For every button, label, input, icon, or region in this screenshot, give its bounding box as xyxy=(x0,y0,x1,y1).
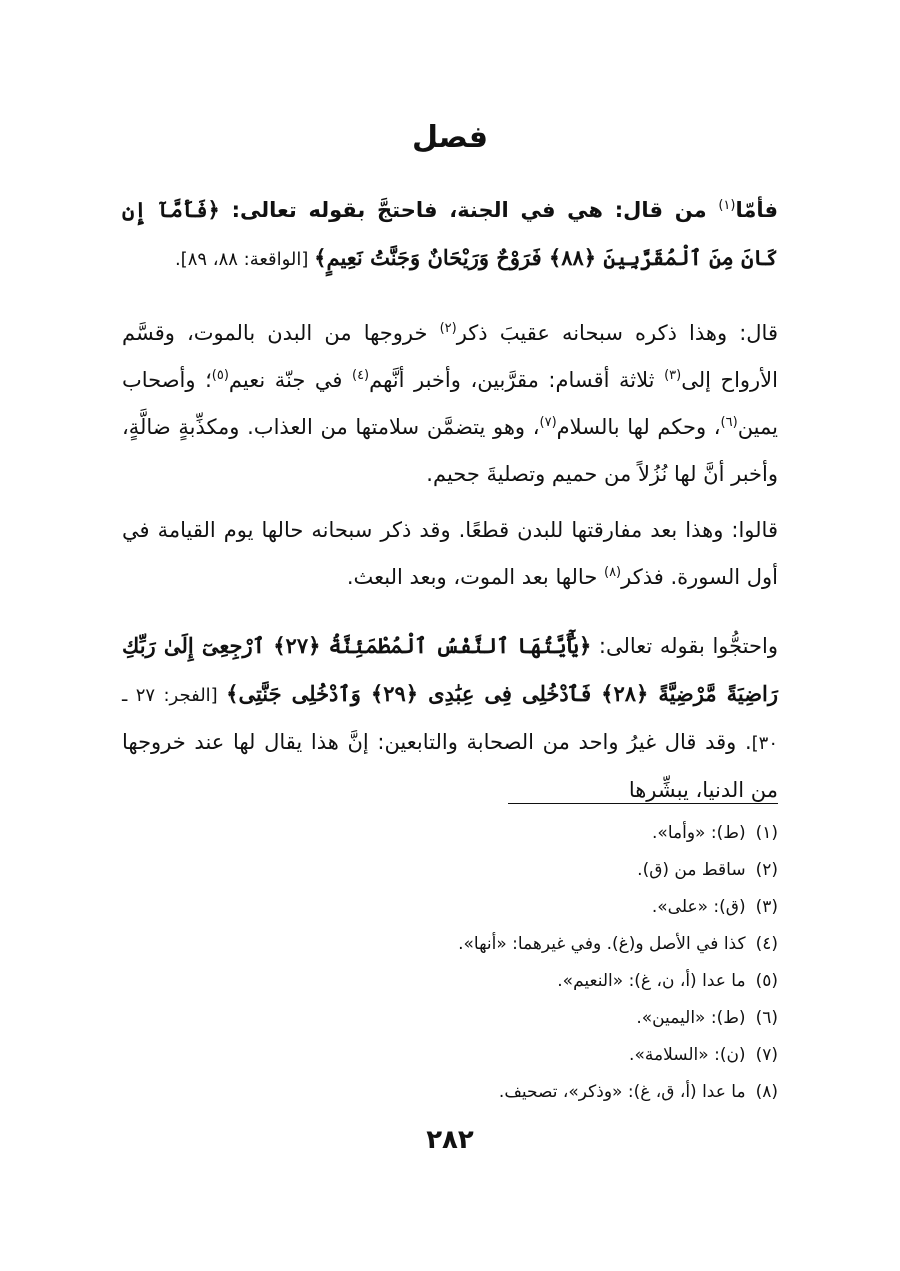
p2-text-e: ؛ وأصحاب يمين xyxy=(122,368,778,439)
footnote-item xyxy=(158,852,778,889)
p4-text-b: . وقد قال غيرُ واحد من الصحابة والتابعين: إنَّ هذا يقال لها عند خروجها من الدنيا، يبشِّرها xyxy=(122,730,778,802)
footnote-number: (٢) xyxy=(755,860,778,880)
p4-text-a: واحتجُّوا بقوله تعالى: xyxy=(591,634,778,658)
footnote-text: (ط): «وأما». xyxy=(652,823,746,843)
p3-text-b: حالها بعد الموت، وبعد البعث. xyxy=(346,565,604,589)
verse-reference-fajr: [الفجر: ٢٧ ـ ٣٠] xyxy=(122,685,778,754)
footnotes-list xyxy=(158,815,778,1111)
footnote-text: (ن): «السلامة». xyxy=(629,1045,746,1065)
footnote-ref-1: (١) xyxy=(718,198,736,213)
footnote-item xyxy=(158,963,778,1000)
footnote-number: (٤) xyxy=(755,934,778,954)
footnote-text: (ط): «اليمين». xyxy=(636,1008,746,1028)
p2-text-g: ، وهو يتضمَّن سلامتها من العذاب. ومكذِّبةٍ ضالَّةٍ، وأخبر أنَّ لها نُزُلاً من حميم وتصليةَ جحيم. xyxy=(122,415,778,486)
footnote-number: (١) xyxy=(755,823,778,843)
footnote-text: (ق): «على». xyxy=(651,897,746,917)
paragraph-4 xyxy=(122,622,778,814)
footnote-ref-5: (٥) xyxy=(211,368,229,383)
footnote-number: (٨) xyxy=(755,1082,778,1102)
page-number: ٢٨٢ xyxy=(426,1125,474,1155)
quran-verse-waqiah: ﴿فَأَمَّآ إِن كَانَ مِنَ ٱلْمُقَرَّبِينَ ﴿٨٨﴾ فَرَوْحٌ وَرَيْحَانٌ وَجَنَّتُ نَعِيمٍ﴾ xyxy=(122,197,778,270)
footnote-item xyxy=(158,926,778,963)
lead-word: فأمّا xyxy=(735,198,778,222)
paragraph-2 xyxy=(122,310,778,498)
paragraph-1-text: من قال: هي في الجنة، فاحتجَّ بقوله تعالى: xyxy=(219,198,719,222)
footnote-text: ما عدا (أ، ق، غ): «وذكر»، تصحيف. xyxy=(498,1082,746,1102)
footnote-item xyxy=(158,1037,778,1074)
quran-verse-fajr: ﴿يَٰٓأَيَّتُهَا ٱلنَّفْسُ ٱلْمُطْمَئِنَّةُ ﴿٢٧﴾ ٱرْجِعِىٓ إِلَىٰ رَبِّكِ رَاضِيَةً مَّرْضِيَّةً ﴿٢٨﴾ فَٱدْخُلِى فِى عِبَٰدِى ﴿٢٩﴾ وَٱدْخُلِى جَنَّتِى﴾ xyxy=(122,633,779,706)
p2-text-d: في جنّة نعيم xyxy=(228,368,352,392)
footnote-number: (٧) xyxy=(755,1045,778,1065)
footnote-item xyxy=(158,1074,778,1111)
verse-reference-waqiah: [الواقعة: ٨٨، ٨٩]. xyxy=(174,249,315,270)
footnote-item xyxy=(158,815,778,852)
p3-text-a: قالوا: وهذا بعد مفارقتها للبدن قطعًا. وقد ذكر سبحانه حالها يوم القيامة في أول السورة. فذكر xyxy=(122,518,778,589)
footnote-ref-8: (٨) xyxy=(603,565,622,580)
footnote-ref-2: (٢) xyxy=(439,321,457,336)
paragraph-1 xyxy=(122,186,778,283)
footnote-item xyxy=(158,1000,778,1037)
footnote-ref-4: (٤) xyxy=(351,368,370,383)
p2-text-f: ، وحكم لها بالسلام xyxy=(556,415,721,439)
p2-text-b: خروجها من البدن بالموت، وقسَّم الأرواح إلى xyxy=(122,321,778,392)
footnote-text: ما عدا (أ، ن، غ): «النعيم». xyxy=(557,971,746,991)
footnote-ref-7: (٧) xyxy=(539,415,557,430)
p2-text-c: ثلاثة أقسام: مقرَّبين، وأخبر أنَّهم xyxy=(369,368,665,392)
footnote-item xyxy=(158,889,778,926)
footnote-divider xyxy=(508,803,778,804)
footnote-number: (٥) xyxy=(755,971,778,991)
paragraph-3 xyxy=(122,507,778,601)
footnote-text: ساقط من (ق). xyxy=(637,860,746,880)
section-title: فصل xyxy=(412,120,488,155)
p2-text-a: قال: وهذا ذكره سبحانه عقيبَ ذكر xyxy=(456,321,778,345)
footnote-ref-6: (٦) xyxy=(720,415,738,430)
footnote-number: (٦) xyxy=(755,1008,778,1028)
footnote-number: (٣) xyxy=(755,897,778,917)
footnote-text: كذا في الأصل و(غ). وفي غيرهما: «أنها». xyxy=(458,934,746,954)
footnote-ref-3: (٣) xyxy=(664,368,682,383)
